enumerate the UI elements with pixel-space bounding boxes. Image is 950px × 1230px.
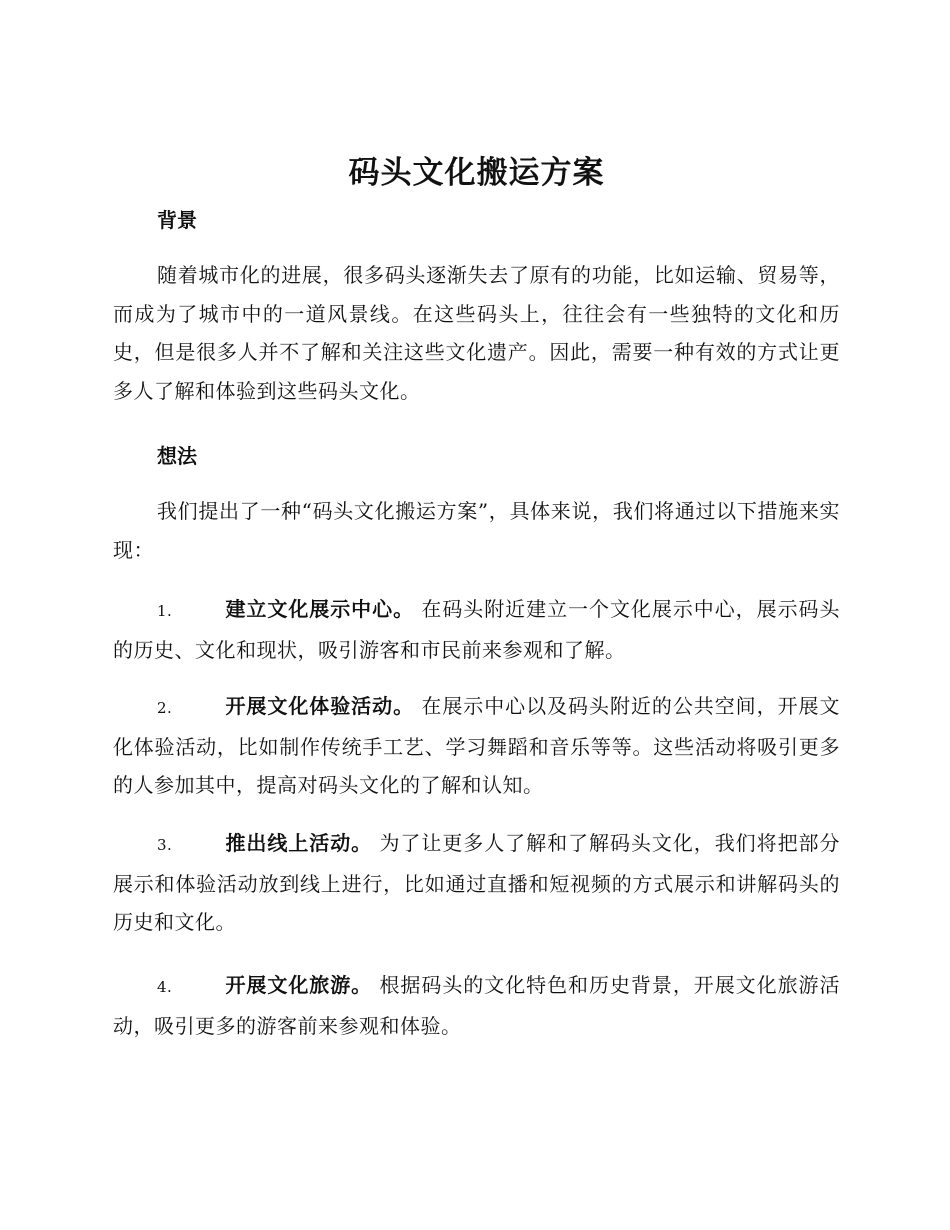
- section-heading-idea: 想法: [157, 444, 197, 468]
- list-item-lead: 推出线上活动。: [225, 831, 373, 855]
- list-item-text: 在展示中心以及码头附近的公共空间，开展文化体验活动，比如制作传统手工艺、学习舞蹈和音乐等等。这些活动将吸引更多的人参加其中，提高对码头文化的了解和认知。: [113, 694, 840, 797]
- list-item: [113, 590, 840, 669]
- list-item-text: 根据码头的文化特色和历史背景，开展文化旅游活动，吸引更多的游客前来参观和体验。: [113, 973, 841, 1038]
- list-item-lead: 建立文化展示中心。: [225, 597, 415, 621]
- list-item-lead: 开展文化旅游。: [225, 973, 373, 997]
- section-heading-background: 背景: [157, 208, 197, 232]
- background-paragraph: 随着城市化的进展，很多码头逐渐失去了原有的功能，比如运输、贸易等，而成为了城市中的一道风景线。在这些码头上，往往会有一些独特的文化和历史，但是很多人并不了解和关注这些文化遗产。因此，需要一种有效的方式让更多人了解和体验到这些码头文化。: [113, 263, 840, 403]
- list-item-number: 3.: [157, 836, 173, 854]
- list-item: [113, 966, 840, 1045]
- list-item-text: 在码头附近建立一个文化展示中心，展示码头的历史、文化和现状，吸引游客和市民前来参观和了解。: [113, 597, 840, 662]
- list-item: [113, 687, 840, 805]
- idea-intro-paragraph: 我们提出了一种“码头文化搬运方案”，具体来说，我们将通过以下措施来实现：: [113, 499, 840, 562]
- list-item-number: 4.: [157, 978, 173, 996]
- list-item: [113, 824, 840, 942]
- list-item-number: 2.: [157, 699, 173, 717]
- document-title: 码头文化搬运方案: [348, 155, 605, 191]
- list-item-text: 为了让更多人了解和了解码头文化，我们将把部分展示和体验活动放到线上进行，比如通过直播和短视频的方式展示和讲解码头的历史和文化。: [113, 831, 841, 934]
- list-item-number: 1.: [157, 602, 173, 620]
- list-item-lead: 开展文化体验活动。: [225, 694, 415, 718]
